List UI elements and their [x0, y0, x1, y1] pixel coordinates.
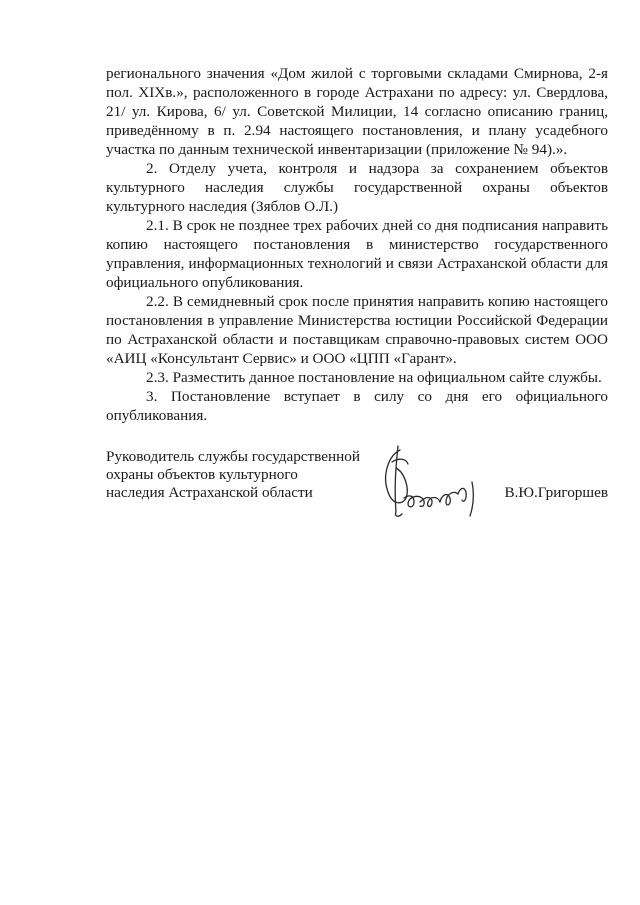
paragraph-2: 2. Отделу учета, контроля и надзора за сохранением объектов культурного наследия службы государственной охраны объектов культурного наследия (Зяблов О.Л.) — [106, 160, 608, 215]
signatory-title-line: Руководитель службы государственной — [106, 448, 360, 465]
signatory-name: В.Ю.Григоршев — [504, 484, 608, 501]
paragraph-2-2: 2.2. В семидневный срок после принятия направить копию настоящего постановления в управление Министерства юстиции Российской Федерации по Астраханской области и поставщикам справочно-правовых систем ООО «АИЦ «Консультант Сервис» и ООО «ЦПП «Гарант». — [106, 293, 608, 367]
paragraph-3: 3. Постановление вступает в силу со дня его официального опубликования. — [106, 388, 608, 424]
signatory-title-line: охраны объектов культурного — [106, 466, 298, 483]
paragraph-2-3: 2.3. Разместить данное постановление на официальном сайте службы. — [146, 369, 602, 386]
handwritten-signature-icon — [374, 442, 494, 526]
paragraph-intro: регионального значения «Дом жилой с торговыми складами Смирнова, 2-я пол. XIXв.», расположенного в городе Астрахани по адресу: ул. Свердлова, 21/ ул. Кирова, 6/ ул. Советской Милиции, 14 согласно описанию границ, приведённому в п. 2.94 настоящего постановления, и плану усадебного участка по данным технической инвентаризации (приложение № 94).». — [106, 65, 608, 158]
signatory-title-line: наследия Астраханской области — [106, 484, 313, 501]
signatory-title — [106, 448, 376, 502]
signature-block — [106, 448, 608, 528]
document-body — [106, 64, 608, 425]
paragraph-2-1: 2.1. В срок не позднее трех рабочих дней со дня подписания направить копию настоящего постановления в министерство государственного управления, информационных технологий и связи Астраханской области для официального опубликования. — [106, 217, 608, 291]
